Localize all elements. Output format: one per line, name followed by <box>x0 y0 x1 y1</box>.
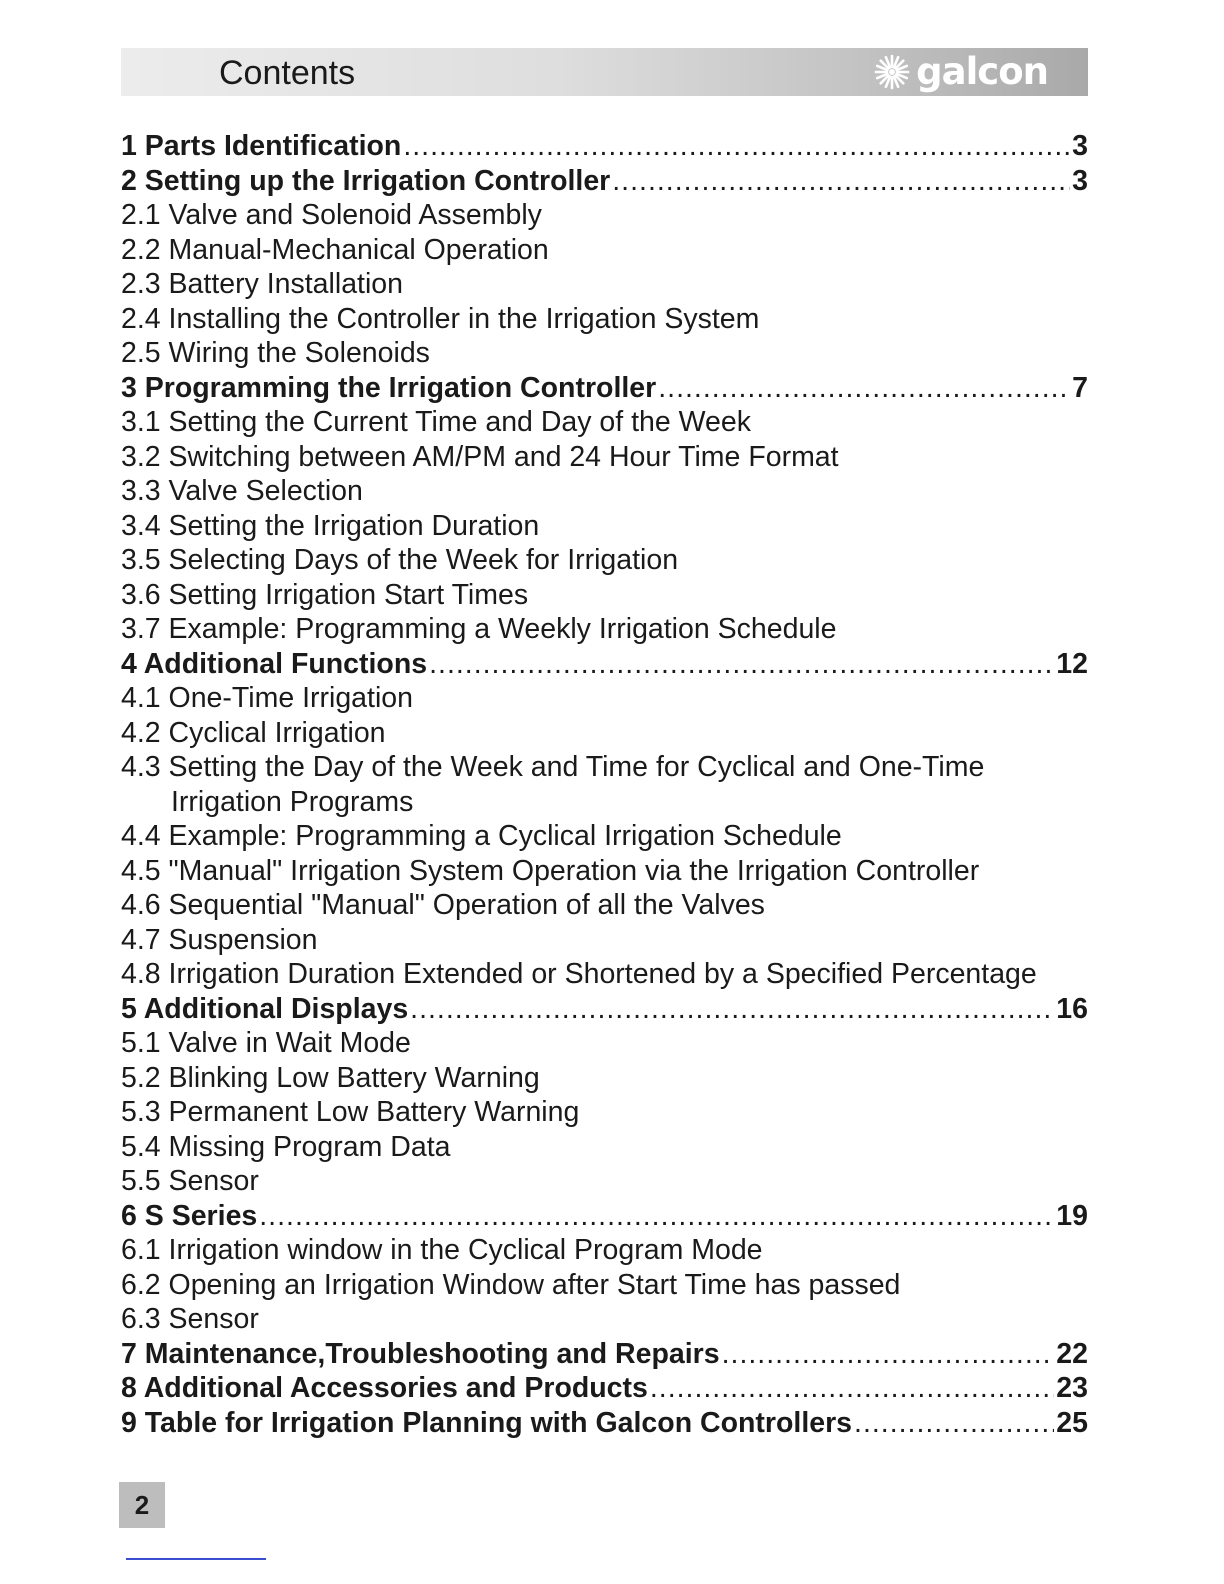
toc-subsection-entry <box>121 1095 1088 1130</box>
toc-entry-title: 5 Additional Displays <box>121 992 409 1025</box>
toc-entry-title: 4.1 One-Time Irrigation <box>121 682 413 714</box>
toc-subsection-entry <box>121 1268 1088 1303</box>
toc-page-number: 16 <box>1056 992 1088 1025</box>
toc-section-entry <box>121 647 1088 682</box>
toc-entry-title: 3.7 Example: Programming a Weekly Irrigation Schedule <box>121 613 837 645</box>
toc-subsection-entry <box>121 957 1088 992</box>
galcon-logo <box>874 50 1048 93</box>
toc-subsection-entry <box>121 923 1088 958</box>
toc-entry-title: 3 Programming the Irrigation Controller <box>121 371 657 404</box>
toc-subsection-entry <box>121 854 1088 889</box>
toc-subsection-entry <box>121 302 1088 337</box>
toc-subsection-entry <box>121 267 1088 302</box>
logo-text: galcon <box>916 50 1048 93</box>
toc-subsection-entry <box>121 888 1088 923</box>
page-number-badge: 2 <box>119 1482 165 1528</box>
toc-dot-leader <box>429 647 1054 682</box>
toc-entry-title: 3.6 Setting Irrigation Start Times <box>121 578 529 611</box>
toc-page-number: 12 <box>1056 647 1088 680</box>
toc-subsection-entry <box>121 1061 1088 1096</box>
toc-entry-title: 4.4 Example: Programming a Cyclical Irrigation Schedule <box>121 820 842 852</box>
toc-section-entry <box>121 1337 1088 1372</box>
toc-page-number: 23 <box>1056 1372 1088 1404</box>
toc-entry-title: 2.4 Installing the Controller in the Irrigation System <box>121 302 760 335</box>
toc-entry-title: 5.3 Permanent Low Battery Warning <box>121 1096 580 1128</box>
toc-subsection-entry <box>121 1130 1088 1165</box>
toc-subsection-entry <box>121 198 1088 233</box>
toc-subsection-entry <box>121 819 1088 854</box>
toc-entry-title: 9 Table for Irrigation Planning with Galcon Controllers <box>121 1406 853 1439</box>
toc-subsection-entry <box>121 750 1088 819</box>
toc-entry-title: 4.3 Setting the Day of the Week and Time for Cyclical and One-Time <box>121 751 985 783</box>
toc-subsection-entry <box>121 612 1088 647</box>
toc-section-entry <box>121 1406 1088 1441</box>
toc-entry-title: 4.6 Sequential "Manual" Operation of all the Valves <box>121 889 765 921</box>
toc-section-entry <box>121 1199 1088 1234</box>
toc-subsection-entry <box>121 543 1088 578</box>
toc-subsection-entry <box>121 716 1088 751</box>
toc-entry-title: 4.7 Suspension <box>121 923 318 956</box>
toc-page-number: 7 <box>1072 371 1088 404</box>
toc-dot-leader <box>658 371 1070 406</box>
toc-section-entry <box>121 1371 1088 1406</box>
toc-entry-title: 2.1 Valve and Solenoid Assembly <box>121 199 542 231</box>
toc-entry-title: 1 Parts Identification <box>121 130 402 162</box>
toc-subsection-entry <box>121 474 1088 509</box>
toc-subsection-entry <box>121 233 1088 268</box>
toc-entry-title: 6.1 Irrigation window in the Cyclical Program Mode <box>121 1234 763 1266</box>
toc-entry-title: 6.2 Opening an Irrigation Window after Start Time has passed <box>121 1268 901 1301</box>
toc-dot-leader <box>612 164 1070 199</box>
toc-entry-title: 4.2 Cyclical Irrigation <box>121 716 386 749</box>
toc-dot-leader <box>854 1406 1054 1441</box>
toc-subsection-entry <box>121 336 1088 371</box>
toc-dot-leader <box>403 129 1070 164</box>
toc-entry-title-continuation: Irrigation Programs <box>171 785 414 818</box>
table-of-contents <box>121 129 1088 1440</box>
toc-entry-title: 6 S Series <box>121 1199 258 1232</box>
toc-entry-title: 5.1 Valve in Wait Mode <box>121 1027 411 1059</box>
toc-entry-title: 3.2 Switching between AM/PM and 24 Hour Time Format <box>121 440 839 473</box>
toc-entry-title: 3.4 Setting the Irrigation Duration <box>121 509 540 542</box>
toc-entry-title: 3.1 Setting the Current Time and Day of the Week <box>121 406 751 438</box>
toc-entry-title: 5.2 Blinking Low Battery Warning <box>121 1061 540 1094</box>
toc-subsection-entry <box>121 1164 1088 1199</box>
toc-section-entry <box>121 129 1088 164</box>
toc-entry-title: 3.5 Selecting Days of the Week for Irrigation <box>121 544 679 576</box>
contents-header-bar <box>121 48 1088 96</box>
toc-entry-title: 2.5 Wiring the Solenoids <box>121 337 430 369</box>
toc-entry-title: 2.3 Battery Installation <box>121 268 403 300</box>
toc-entry-title: 4.8 Irrigation Duration Extended or Shortened by a Specified Percentage <box>121 958 1037 990</box>
toc-page-number: 3 <box>1072 130 1088 162</box>
toc-section-entry <box>121 992 1088 1027</box>
toc-subsection-entry <box>121 578 1088 613</box>
toc-entry-title: 2.2 Manual-Mechanical Operation <box>121 233 549 266</box>
toc-entry-title: 8 Additional Accessories and Products <box>121 1372 648 1404</box>
toc-dot-leader <box>722 1337 1055 1372</box>
toc-dot-leader <box>410 992 1054 1027</box>
toc-entry-title: 7 Maintenance,Troubleshooting and Repairs <box>121 1337 720 1370</box>
toc-entry-title: 3.3 Valve Selection <box>121 475 363 507</box>
toc-entry-title: 4 Additional Functions <box>121 647 428 680</box>
toc-entry-title: 2 Setting up the Irrigation Controller <box>121 164 611 197</box>
toc-section-entry <box>121 371 1088 406</box>
footer-divider <box>126 1558 266 1560</box>
toc-subsection-entry <box>121 681 1088 716</box>
toc-page-number: 22 <box>1056 1337 1088 1370</box>
page-title: Contents <box>219 54 356 92</box>
toc-subsection-entry <box>121 440 1088 475</box>
toc-subsection-entry <box>121 509 1088 544</box>
galcon-sunburst-icon <box>874 54 910 90</box>
toc-page-number: 19 <box>1056 1199 1088 1232</box>
toc-section-entry <box>121 164 1088 199</box>
toc-page-number: 3 <box>1072 164 1088 197</box>
toc-entry-title: 5.5 Sensor <box>121 1165 259 1197</box>
toc-page-number: 25 <box>1056 1406 1088 1439</box>
toc-dot-leader <box>259 1199 1054 1234</box>
toc-entry-title: 6.3 Sensor <box>121 1303 259 1335</box>
toc-dot-leader <box>650 1371 1054 1406</box>
toc-entry-title: 5.4 Missing Program Data <box>121 1130 451 1163</box>
toc-subsection-entry <box>121 1026 1088 1061</box>
toc-subsection-entry <box>121 1302 1088 1337</box>
toc-subsection-entry <box>121 1233 1088 1268</box>
toc-subsection-entry <box>121 405 1088 440</box>
toc-entry-title: 4.5 "Manual" Irrigation System Operation via the Irrigation Controller <box>121 854 980 887</box>
